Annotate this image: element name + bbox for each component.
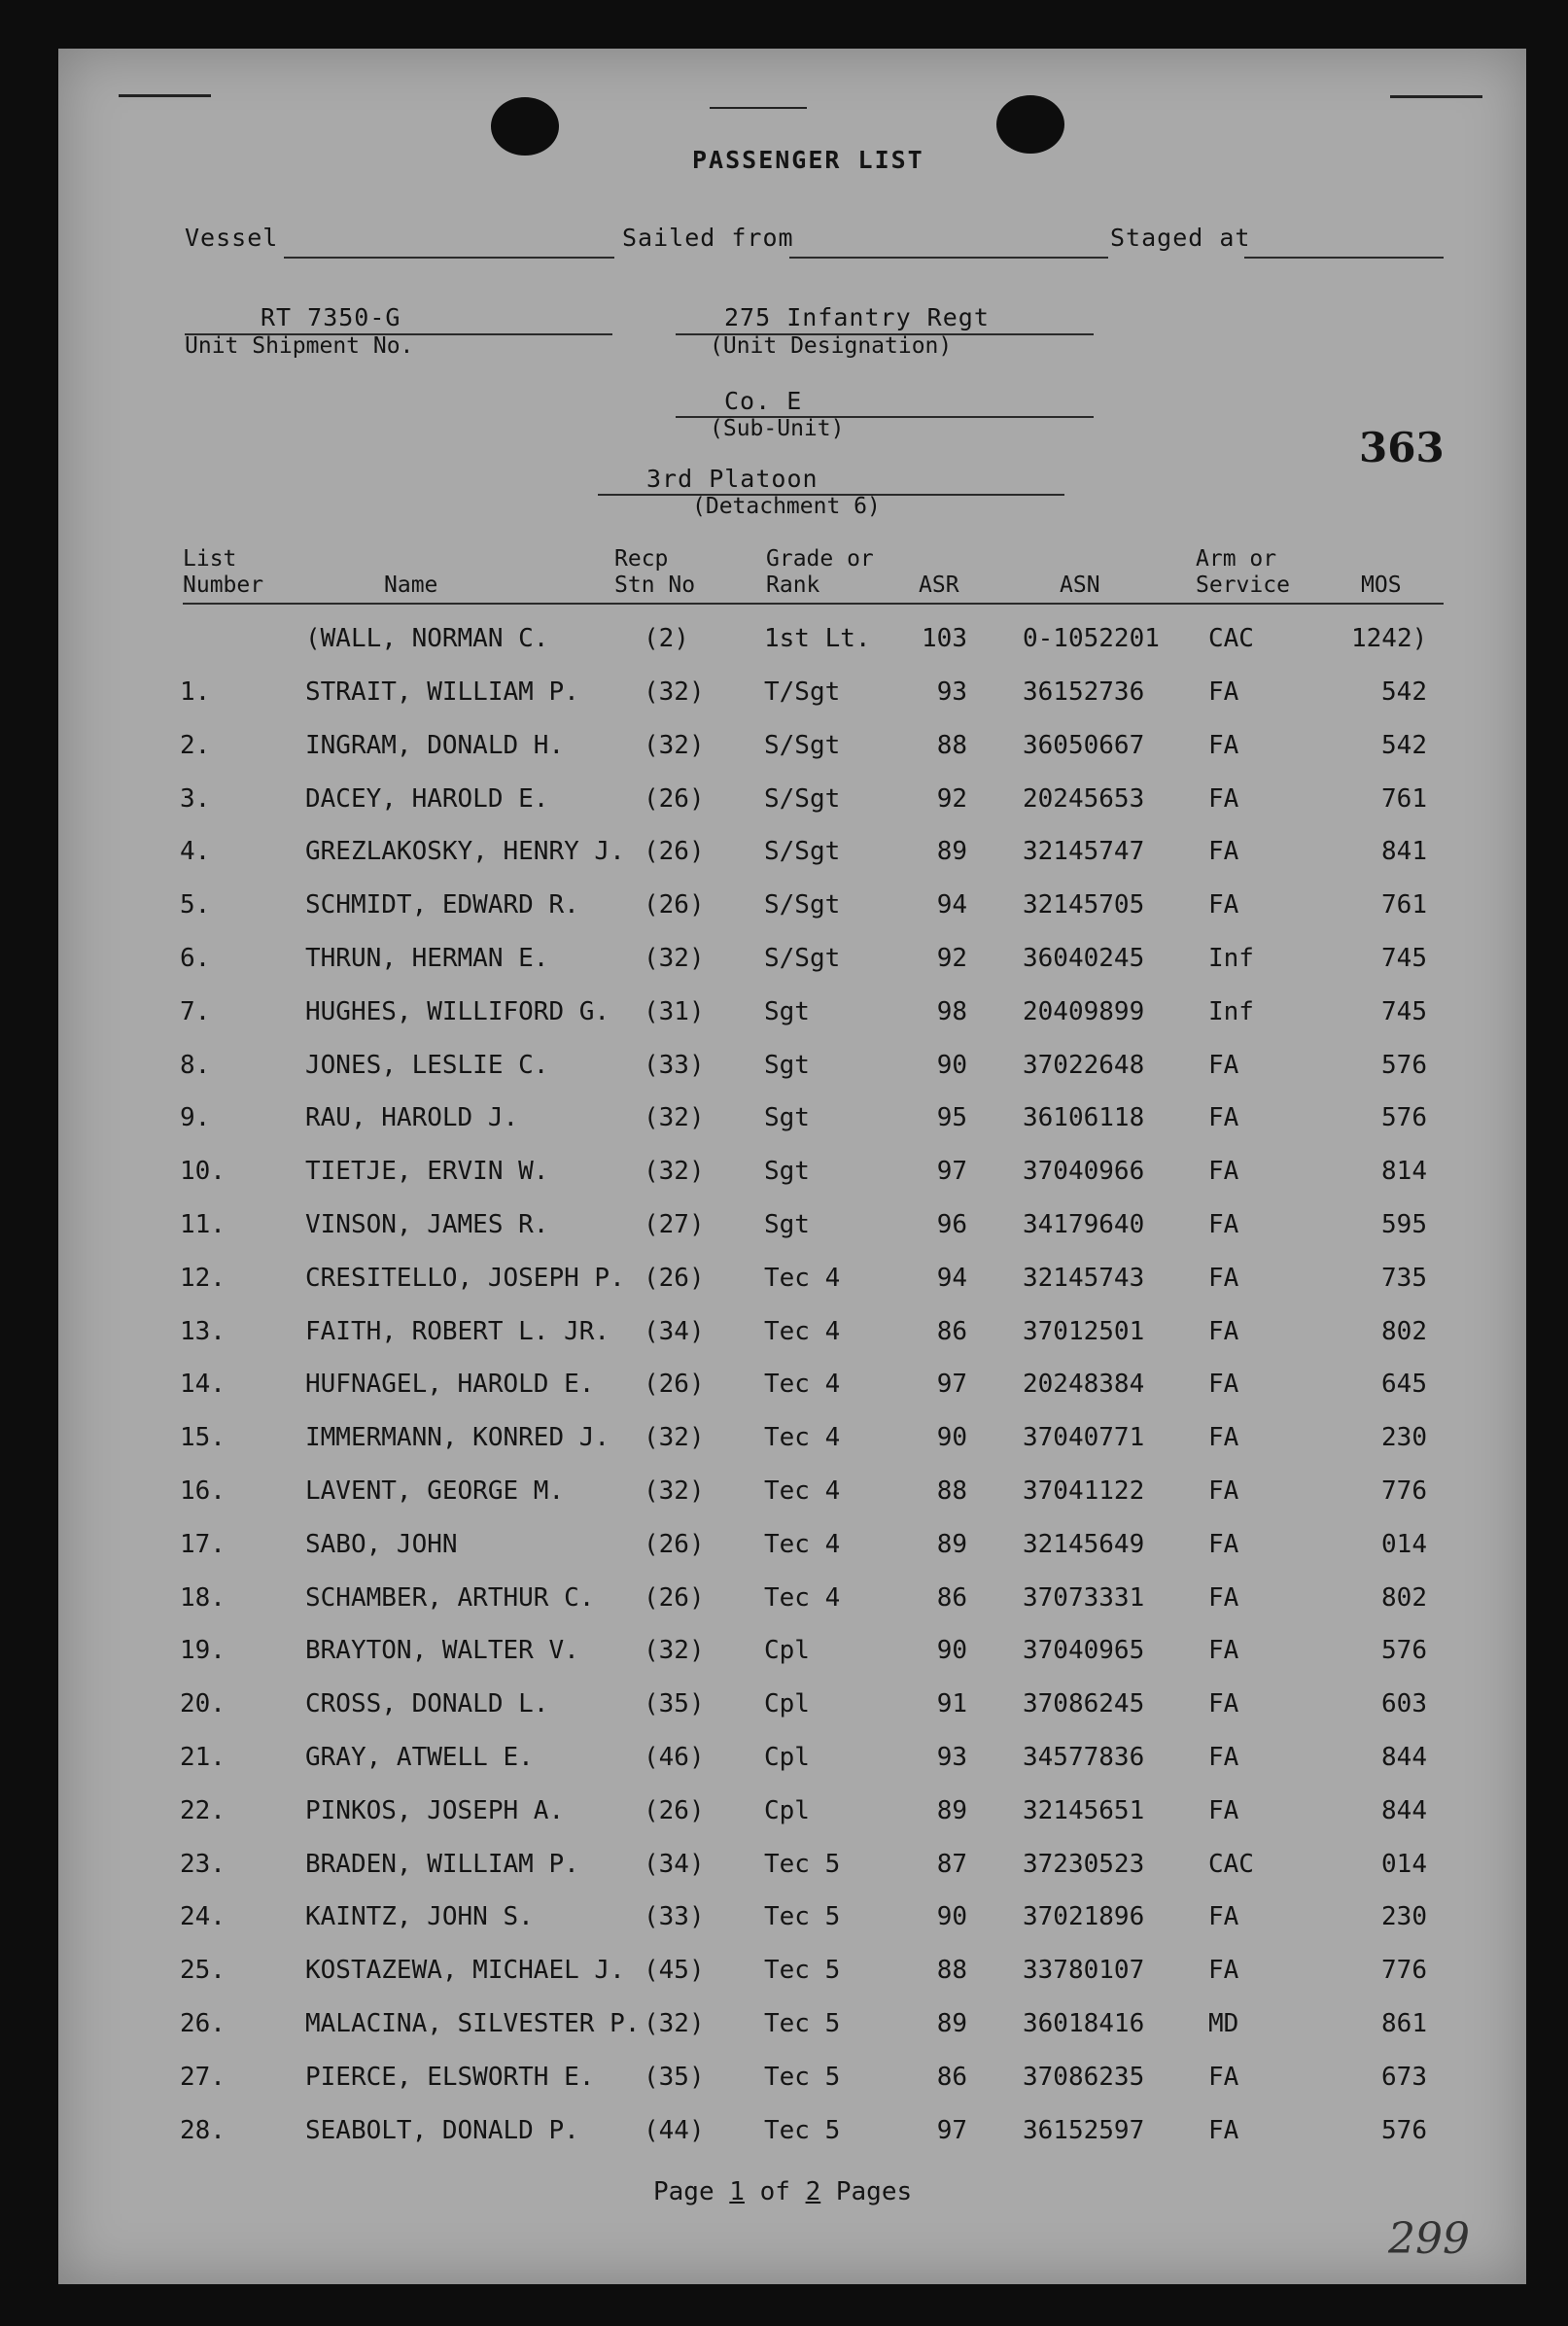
row-mos: 745 — [1381, 997, 1427, 1026]
row-mos: 542 — [1381, 677, 1427, 707]
row-asn: 20248384 — [1023, 1370, 1145, 1399]
row-name: GRAY, ATWELL E. — [305, 1743, 534, 1772]
row-asr: 91 — [936, 1689, 967, 1718]
row-arm: FA — [1208, 1476, 1239, 1506]
row-grade: Sgt — [764, 1157, 810, 1186]
row-recp-stn: (26) — [644, 837, 705, 866]
row-asr: 97 — [936, 1370, 967, 1399]
row-arm: FA — [1208, 1264, 1239, 1293]
row-grade: Sgt — [764, 1051, 810, 1080]
officer-asr: 103 — [922, 624, 967, 653]
table-row — [0, 1583, 1568, 1636]
col-header-asr: ASR — [919, 573, 959, 598]
row-mos: 802 — [1381, 1583, 1427, 1613]
page-indicator — [653, 2177, 912, 2206]
table-row — [0, 1636, 1568, 1688]
table-row — [0, 837, 1568, 889]
officer-grade: 1st Lt. — [764, 624, 871, 653]
table-row — [0, 2063, 1568, 2115]
row-grade: Tec 4 — [764, 1370, 841, 1399]
row-asr: 89 — [936, 1530, 967, 1559]
row-name: JONES, LESLIE C. — [305, 1051, 549, 1080]
row-asr: 97 — [936, 2116, 967, 2145]
row-grade: Tec 4 — [764, 1476, 841, 1506]
row-arm: FA — [1208, 890, 1239, 920]
row-asn: 34577836 — [1023, 1743, 1145, 1772]
row-number: 6. — [180, 944, 211, 973]
row-number: 24. — [180, 1902, 226, 1931]
row-asn: 37040966 — [1023, 1157, 1145, 1186]
table-row — [0, 1850, 1568, 1902]
row-grade: S/Sgt — [764, 731, 841, 760]
row-recp-stn: (32) — [644, 677, 705, 707]
page-mid: of — [744, 2177, 806, 2206]
row-asr: 87 — [936, 1850, 967, 1879]
table-row — [0, 1370, 1568, 1422]
row-asr: 98 — [936, 997, 967, 1026]
row-asn: 37040965 — [1023, 1636, 1145, 1665]
row-asn: 37022648 — [1023, 1051, 1145, 1080]
row-asn: 37012501 — [1023, 1317, 1145, 1346]
table-row — [0, 1476, 1568, 1529]
top-right-mark — [1390, 95, 1482, 98]
col-header-mos: MOS — [1361, 573, 1402, 598]
row-mos: 761 — [1381, 784, 1427, 814]
row-grade: Tec 5 — [764, 2116, 841, 2145]
row-mos: 576 — [1381, 1051, 1427, 1080]
sailed-from-label: Sailed from — [622, 224, 794, 252]
row-name: LAVENT, GEORGE M. — [305, 1476, 565, 1506]
row-mos: 761 — [1381, 890, 1427, 920]
table-row — [0, 1689, 1568, 1742]
row-asr: 89 — [936, 2009, 967, 2038]
row-arm: FA — [1208, 1689, 1239, 1718]
row-recp-stn: (32) — [644, 1157, 705, 1186]
row-arm: Inf — [1208, 944, 1254, 973]
row-name: INGRAM, DONALD H. — [305, 731, 565, 760]
row-number: 20. — [180, 1689, 226, 1718]
row-recp-stn: (35) — [644, 1689, 705, 1718]
sub-unit-value: Co. E — [724, 387, 803, 415]
table-row — [0, 731, 1568, 783]
row-number: 2. — [180, 731, 211, 760]
row-number: 10. — [180, 1157, 226, 1186]
row-recp-stn: (32) — [644, 731, 705, 760]
row-asn: 32145747 — [1023, 837, 1145, 866]
row-number: 26. — [180, 2009, 226, 2038]
row-arm: FA — [1208, 1423, 1239, 1452]
row-asr: 86 — [936, 1583, 967, 1613]
row-grade: Sgt — [764, 997, 810, 1026]
row-name: KOSTAZEWA, MICHAEL J. — [305, 1956, 625, 1985]
row-asn: 37086235 — [1023, 2063, 1145, 2092]
row-number: 9. — [180, 1103, 211, 1132]
row-mos: 745 — [1381, 944, 1427, 973]
row-asr: 97 — [936, 1157, 967, 1186]
row-recp-stn: (31) — [644, 997, 705, 1026]
row-number: 17. — [180, 1530, 226, 1559]
table-row — [0, 1530, 1568, 1582]
row-recp-stn: (32) — [644, 1423, 705, 1452]
row-grade: S/Sgt — [764, 784, 841, 814]
col-header-asn: ASN — [1060, 573, 1100, 598]
row-number: 5. — [180, 890, 211, 920]
row-name: VINSON, JAMES R. — [305, 1210, 549, 1239]
row-recp-stn: (26) — [644, 1530, 705, 1559]
row-mos: 576 — [1381, 2116, 1427, 2145]
row-grade: S/Sgt — [764, 890, 841, 920]
row-mos: 844 — [1381, 1796, 1427, 1825]
row-asn: 37073331 — [1023, 1583, 1145, 1613]
row-grade: Cpl — [764, 1796, 810, 1825]
row-arm: FA — [1208, 1157, 1239, 1186]
officer-name: (WALL, NORMAN C. — [305, 624, 549, 653]
officer-row — [0, 624, 1568, 677]
row-arm: FA — [1208, 677, 1239, 707]
row-arm: Inf — [1208, 997, 1254, 1026]
row-grade: T/Sgt — [764, 677, 841, 707]
row-arm: FA — [1208, 1636, 1239, 1665]
row-mos: 841 — [1381, 837, 1427, 866]
row-name: RAU, HAROLD J. — [305, 1103, 519, 1132]
row-number: 13. — [180, 1317, 226, 1346]
row-arm: MD — [1208, 2009, 1239, 2038]
row-recp-stn: (46) — [644, 1743, 705, 1772]
row-arm: FA — [1208, 1317, 1239, 1346]
row-asn: 37040771 — [1023, 1423, 1145, 1452]
row-asr: 89 — [936, 837, 967, 866]
row-asn: 36040245 — [1023, 944, 1145, 973]
row-asn: 34179640 — [1023, 1210, 1145, 1239]
row-name: GREZLAKOSKY, HENRY J. — [305, 837, 625, 866]
row-number: 12. — [180, 1264, 226, 1293]
row-asr: 94 — [936, 1264, 967, 1293]
row-grade: Tec 4 — [764, 1264, 841, 1293]
row-name: IMMERMANN, KONRED J. — [305, 1423, 610, 1452]
row-recp-stn: (26) — [644, 1370, 705, 1399]
row-recp-stn: (32) — [644, 944, 705, 973]
row-arm: FA — [1208, 837, 1239, 866]
row-number: 27. — [180, 2063, 226, 2092]
row-asn: 32145651 — [1023, 1796, 1145, 1825]
row-mos: 230 — [1381, 1902, 1427, 1931]
table-row — [0, 2116, 1568, 2169]
table-row — [0, 1157, 1568, 1209]
row-mos: 735 — [1381, 1264, 1427, 1293]
officer-mos: 1242) — [1351, 624, 1428, 653]
row-mos: 230 — [1381, 1423, 1427, 1452]
col-header-grade: Grade or Rank — [766, 546, 874, 598]
row-name: SCHAMBER, ARTHUR C. — [305, 1583, 595, 1613]
row-name: SCHMIDT, EDWARD R. — [305, 890, 579, 920]
row-arm: FA — [1208, 1051, 1239, 1080]
row-asr: 90 — [936, 1051, 967, 1080]
row-asn: 20245653 — [1023, 784, 1145, 814]
row-recp-stn: (27) — [644, 1210, 705, 1239]
row-number: 25. — [180, 1956, 226, 1985]
row-asn: 36018416 — [1023, 2009, 1145, 2038]
row-arm: FA — [1208, 1796, 1239, 1825]
row-number: 8. — [180, 1051, 211, 1080]
row-recp-stn: (33) — [644, 1902, 705, 1931]
row-recp-stn: (35) — [644, 2063, 705, 2092]
detachment-label: (Detachment 6) — [692, 494, 881, 519]
table-row — [0, 2009, 1568, 2062]
row-arm: FA — [1208, 1743, 1239, 1772]
row-asn: 36152597 — [1023, 2116, 1145, 2145]
row-asr: 96 — [936, 1210, 967, 1239]
col-header-list-number: List Number — [183, 546, 264, 598]
page-suffix: Pages — [820, 2177, 913, 2206]
table-row — [0, 1902, 1568, 1955]
row-grade: Tec 4 — [764, 1423, 841, 1452]
row-asr: 86 — [936, 1317, 967, 1346]
row-mos: 576 — [1381, 1636, 1427, 1665]
row-number: 14. — [180, 1370, 226, 1399]
row-name: FAITH, ROBERT L. JR. — [305, 1317, 610, 1346]
row-recp-stn: (26) — [644, 784, 705, 814]
row-grade: Tec 5 — [764, 1850, 841, 1879]
row-name: BRADEN, WILLIAM P. — [305, 1850, 579, 1879]
row-number: 15. — [180, 1423, 226, 1452]
row-name: DACEY, HAROLD E. — [305, 784, 549, 814]
row-name: PINKOS, JOSEPH A. — [305, 1796, 565, 1825]
row-number: 1. — [180, 677, 211, 707]
row-recp-stn: (34) — [644, 1850, 705, 1879]
punch-hole-left — [491, 97, 559, 156]
row-arm: FA — [1208, 1370, 1239, 1399]
row-asr: 88 — [936, 731, 967, 760]
row-arm: FA — [1208, 784, 1239, 814]
row-recp-stn: (34) — [644, 1317, 705, 1346]
row-asr: 93 — [936, 677, 967, 707]
row-grade: Tec 4 — [764, 1317, 841, 1346]
unit-designation-label: (Unit Designation) — [710, 333, 953, 359]
row-asn: 37230523 — [1023, 1850, 1145, 1879]
row-asn: 20409899 — [1023, 997, 1145, 1026]
page-prefix: Page — [653, 2177, 730, 2206]
row-recp-stn: (32) — [644, 1636, 705, 1665]
row-number: 19. — [180, 1636, 226, 1665]
row-grade: Cpl — [764, 1743, 810, 1772]
row-arm: FA — [1208, 1583, 1239, 1613]
table-row — [0, 1210, 1568, 1263]
row-recp-stn: (26) — [644, 1583, 705, 1613]
top-left-mark — [119, 94, 211, 97]
row-grade: S/Sgt — [764, 837, 841, 866]
row-arm: FA — [1208, 2116, 1239, 2145]
officer-stn: (2) — [644, 624, 689, 653]
row-name: STRAIT, WILLIAM P. — [305, 677, 579, 707]
row-name: HUFNAGEL, HAROLD E. — [305, 1370, 595, 1399]
row-grade: Tec 5 — [764, 2063, 841, 2092]
row-mos: 814 — [1381, 1157, 1427, 1186]
row-mos: 645 — [1381, 1370, 1427, 1399]
row-name: KAINTZ, JOHN S. — [305, 1902, 534, 1931]
row-asr: 95 — [936, 1103, 967, 1132]
row-asn: 32145743 — [1023, 1264, 1145, 1293]
row-mos: 776 — [1381, 1956, 1427, 1985]
unit-shipment-label: Unit Shipment No. — [185, 333, 414, 359]
row-recp-stn: (45) — [644, 1956, 705, 1985]
row-mos: 595 — [1381, 1210, 1427, 1239]
row-number: 28. — [180, 2116, 226, 2145]
page-stamp-number: 363 — [1359, 424, 1445, 471]
row-asr: 86 — [936, 2063, 967, 2092]
row-grade: Tec 4 — [764, 1530, 841, 1559]
header-rule — [183, 603, 1444, 605]
row-asn: 37021896 — [1023, 1902, 1145, 1931]
unit-designation-value: 275 Infantry Regt — [724, 303, 990, 331]
row-arm: FA — [1208, 1956, 1239, 1985]
row-mos: 776 — [1381, 1476, 1427, 1506]
table-row — [0, 1317, 1568, 1370]
table-row — [0, 890, 1568, 943]
row-name: HUGHES, WILLIFORD G. — [305, 997, 610, 1026]
col-header-arm: Arm or Service — [1196, 546, 1290, 598]
row-recp-stn: (33) — [644, 1051, 705, 1080]
row-mos: 576 — [1381, 1103, 1427, 1132]
row-number: 7. — [180, 997, 211, 1026]
row-asn: 36050667 — [1023, 731, 1145, 760]
row-number: 18. — [180, 1583, 226, 1613]
row-name: SABO, JOHN — [305, 1530, 458, 1559]
punch-hole-right — [996, 95, 1064, 154]
officer-arm: CAC — [1208, 624, 1254, 653]
row-asr: 90 — [936, 1902, 967, 1931]
row-name: MALACINA, SILVESTER P. — [305, 2009, 641, 2038]
row-arm: FA — [1208, 1902, 1239, 1931]
table-row — [0, 1051, 1568, 1103]
row-asr: 89 — [936, 1796, 967, 1825]
row-arm: FA — [1208, 1210, 1239, 1239]
table-row — [0, 677, 1568, 730]
page-title: PASSENGER LIST — [692, 146, 924, 174]
row-asn: 36106118 — [1023, 1103, 1145, 1132]
row-name: THRUN, HERMAN E. — [305, 944, 549, 973]
row-name: TIETJE, ERVIN W. — [305, 1157, 549, 1186]
row-number: 3. — [180, 784, 211, 814]
row-name: CRESITELLO, JOSEPH P. — [305, 1264, 625, 1293]
handwritten-page-number: 299 — [1388, 2214, 1470, 2264]
col-header-recp-stn: Recp Stn No — [614, 546, 696, 598]
row-arm: FA — [1208, 1103, 1239, 1132]
table-row — [0, 1264, 1568, 1316]
row-asn: 36152736 — [1023, 677, 1145, 707]
row-mos: 603 — [1381, 1689, 1427, 1718]
row-asr: 88 — [936, 1476, 967, 1506]
row-grade: Cpl — [764, 1636, 810, 1665]
row-number: 4. — [180, 837, 211, 866]
row-arm: CAC — [1208, 1850, 1254, 1879]
row-grade: Tec 5 — [764, 2009, 841, 2038]
detachment-value: 3rd Platoon — [646, 465, 819, 493]
row-asr: 90 — [936, 1423, 967, 1452]
sailed-from-field-line — [789, 257, 1108, 259]
row-asr: 90 — [936, 1636, 967, 1665]
row-recp-stn: (32) — [644, 1103, 705, 1132]
row-asn: 32145705 — [1023, 890, 1145, 920]
row-asr: 88 — [936, 1956, 967, 1985]
row-asr: 93 — [936, 1743, 967, 1772]
row-arm: FA — [1208, 1530, 1239, 1559]
row-name: PIERCE, ELSWORTH E. — [305, 2063, 595, 2092]
row-grade: Cpl — [764, 1689, 810, 1718]
row-recp-stn: (26) — [644, 1264, 705, 1293]
table-row — [0, 1796, 1568, 1849]
top-center-mark — [710, 107, 807, 109]
row-recp-stn: (26) — [644, 1796, 705, 1825]
row-mos: 861 — [1381, 2009, 1427, 2038]
row-asn: 37041122 — [1023, 1476, 1145, 1506]
row-asr: 92 — [936, 784, 967, 814]
table-row — [0, 997, 1568, 1050]
staged-at-label: Staged at — [1110, 224, 1251, 252]
table-row — [0, 1956, 1568, 2008]
row-grade: Sgt — [764, 1210, 810, 1239]
row-mos: 802 — [1381, 1317, 1427, 1346]
row-name: SEABOLT, DONALD P. — [305, 2116, 579, 2145]
staged-at-field-line — [1244, 257, 1444, 259]
row-number: 16. — [180, 1476, 226, 1506]
row-mos: 014 — [1381, 1530, 1427, 1559]
table-row — [0, 1743, 1568, 1795]
sub-unit-label: (Sub-Unit) — [710, 416, 845, 441]
row-number: 22. — [180, 1796, 226, 1825]
row-number: 23. — [180, 1850, 226, 1879]
row-grade: Tec 5 — [764, 1902, 841, 1931]
row-recp-stn: (26) — [644, 890, 705, 920]
row-arm: FA — [1208, 731, 1239, 760]
row-arm: FA — [1208, 2063, 1239, 2092]
page-current: 1 — [729, 2177, 745, 2206]
table-row — [0, 1423, 1568, 1475]
col-header-name: Name — [384, 573, 438, 598]
row-asr: 94 — [936, 890, 967, 920]
unit-shipment-value: RT 7350-G — [261, 303, 401, 331]
row-recp-stn: (32) — [644, 2009, 705, 2038]
row-mos: 542 — [1381, 731, 1427, 760]
row-grade: S/Sgt — [764, 944, 841, 973]
row-number: 21. — [180, 1743, 226, 1772]
row-grade: Tec 4 — [764, 1583, 841, 1613]
row-recp-stn: (32) — [644, 1476, 705, 1506]
table-row — [0, 784, 1568, 837]
row-asn: 37086245 — [1023, 1689, 1145, 1718]
vessel-label: Vessel — [185, 224, 279, 252]
officer-asn: 0-1052201 — [1023, 624, 1160, 653]
row-grade: Tec 5 — [764, 1956, 841, 1985]
row-mos: 014 — [1381, 1850, 1427, 1879]
row-asr: 92 — [936, 944, 967, 973]
table-row — [0, 944, 1568, 996]
row-grade: Sgt — [764, 1103, 810, 1132]
row-mos: 844 — [1381, 1743, 1427, 1772]
page-total: 2 — [805, 2177, 821, 2206]
row-number: 11. — [180, 1210, 226, 1239]
row-name: CROSS, DONALD L. — [305, 1689, 549, 1718]
row-recp-stn: (44) — [644, 2116, 705, 2145]
vessel-field-line — [284, 257, 614, 259]
row-mos: 673 — [1381, 2063, 1427, 2092]
table-row — [0, 1103, 1568, 1156]
row-asn: 32145649 — [1023, 1530, 1145, 1559]
row-asn: 33780107 — [1023, 1956, 1145, 1985]
row-name: BRAYTON, WALTER V. — [305, 1636, 579, 1665]
